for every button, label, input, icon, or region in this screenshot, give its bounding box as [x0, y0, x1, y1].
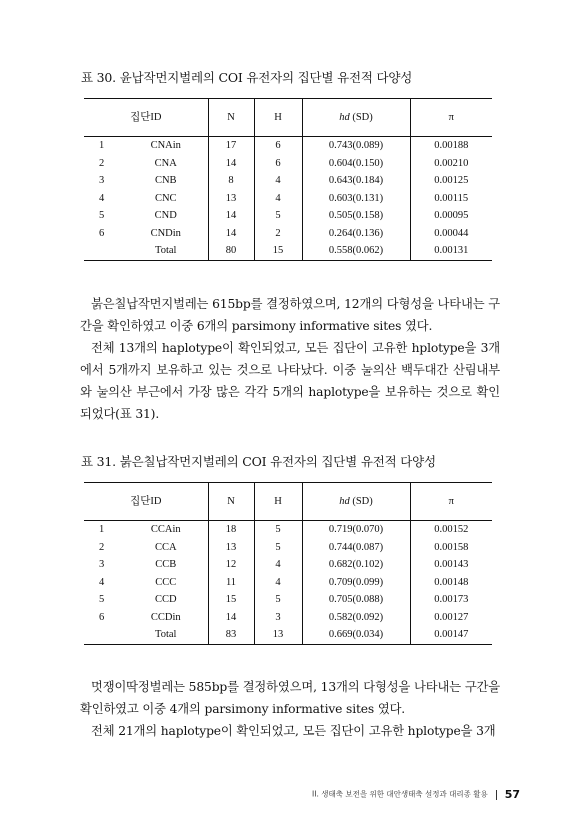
paragraph-line: 전체 13개의 haplotype이 확인되었고, 모든 집단이 고유한 hplotype을 3개에서 5개까지 보유하고 있는 것으로 나타났다. 이중 눌의산 백두대간 산림내부와 눌의산 부근에서 가장 많은 각각 5개의 haplotype을 보유하는 것으로 확인되었다(표 31).: [80, 341, 500, 421]
row-index: 1: [99, 140, 105, 151]
hd-cell: 0.604(0.150): [302, 155, 410, 173]
h-cell: 5: [254, 591, 302, 609]
row-index: 1: [99, 524, 105, 535]
group-id-cell: CCA: [154, 541, 177, 553]
row-index: [84, 242, 124, 260]
h-cell: 5: [254, 207, 302, 225]
row-index: [84, 626, 124, 644]
n-cell: 14: [208, 207, 254, 225]
hd-cell: 0.558(0.062): [302, 242, 410, 260]
group-id-cell: Total: [124, 626, 208, 644]
hd-cell: 0.264(0.136): [302, 225, 410, 243]
group-id-cell: CNB: [154, 175, 177, 186]
h-cell: 6: [254, 155, 302, 173]
hd-cell: 0.709(0.099): [302, 574, 410, 592]
row-index: 4: [99, 576, 105, 588]
header-group-id: 집단ID: [84, 483, 208, 521]
group-id-cell: CCB: [155, 559, 177, 570]
group-id-cell: CNA: [154, 157, 177, 169]
n-cell: 17: [208, 137, 254, 155]
header-group-id: 집단ID: [84, 99, 208, 137]
header-n: N: [208, 99, 254, 137]
header-h: H: [254, 99, 302, 137]
n-cell: 80: [208, 242, 254, 260]
genetic-diversity-table: [84, 482, 492, 645]
n-cell: 18: [208, 521, 254, 539]
h-cell: 5: [254, 539, 302, 557]
h-cell: 4: [254, 190, 302, 208]
table-row: [84, 574, 492, 592]
pi-cell: 0.00188: [410, 137, 492, 155]
hd-cell: 0.643(0.184): [302, 172, 410, 190]
group-id-cell: CCC: [155, 576, 177, 588]
table-row: [84, 225, 492, 243]
footer-divider: [496, 790, 497, 800]
group-id-cell: CCD: [154, 594, 177, 605]
row-index: 3: [99, 175, 105, 186]
table-row: [84, 521, 492, 539]
group-id-cell: CNC: [154, 192, 177, 204]
hd-cell: 0.603(0.131): [302, 190, 410, 208]
group-id-cell: CCDin: [150, 611, 181, 623]
row-index: 6: [99, 227, 105, 239]
h-cell: 4: [254, 574, 302, 592]
pi-cell: 0.00158: [410, 539, 492, 557]
hd-cell: 0.505(0.158): [302, 207, 410, 225]
h-cell: 15: [254, 242, 302, 260]
header-pi: π: [410, 99, 492, 137]
page-footer: [312, 788, 520, 801]
header-pi: π: [410, 483, 492, 521]
n-cell: 13: [208, 190, 254, 208]
group-id-cell: CCAin: [150, 524, 181, 535]
table-caption: 표 31. 붉은칠납작먼지벌레의 COI 유전자의 집단별 유전적 다양성: [81, 454, 436, 469]
page-number: 57: [504, 788, 520, 801]
pi-cell: 0.00127: [410, 609, 492, 627]
paragraph-line: 붉은칠납작먼지벌레는 615bp를 결정하였으며, 12개의 다형성을 나타내는 구간을 확인하였고 이중 6개의 parsimony informative sites 였다.: [80, 297, 500, 333]
header-hd: hd (SD): [302, 99, 410, 137]
hd-cell: 0.669(0.034): [302, 626, 410, 644]
h-cell: 2: [254, 225, 302, 243]
h-cell: 6: [254, 137, 302, 155]
row-index: 5: [99, 594, 105, 605]
row-index: 2: [99, 157, 105, 169]
table-row: [84, 591, 492, 609]
n-cell: 14: [208, 225, 254, 243]
pi-cell: 0.00115: [410, 190, 492, 208]
pi-cell: 0.00147: [410, 626, 492, 644]
hd-cell: 0.743(0.089): [302, 137, 410, 155]
hd-cell: 0.682(0.102): [302, 556, 410, 574]
pi-cell: 0.00148: [410, 574, 492, 592]
hd-cell: 0.582(0.092): [302, 609, 410, 627]
pi-cell: 0.00131: [410, 242, 492, 260]
h-cell: 5: [254, 521, 302, 539]
n-cell: 12: [208, 556, 254, 574]
header-hd: hd (SD): [302, 483, 410, 521]
group-id-cell: CNDin: [150, 227, 181, 239]
table-row: [84, 190, 492, 208]
row-index: 6: [99, 611, 105, 623]
n-cell: 11: [208, 574, 254, 592]
hd-cell: 0.744(0.087): [302, 539, 410, 557]
table-row: [84, 609, 492, 627]
table-row: [84, 539, 492, 557]
n-cell: 15: [208, 591, 254, 609]
row-index: 2: [99, 541, 105, 553]
n-cell: 14: [208, 155, 254, 173]
row-index: 4: [99, 192, 105, 204]
n-cell: 8: [208, 172, 254, 190]
pi-cell: 0.00143: [410, 556, 492, 574]
row-index: 5: [99, 210, 105, 221]
table-row: [84, 242, 492, 260]
table-row: [84, 207, 492, 225]
group-id-cell: CND: [154, 210, 177, 221]
table-row: [84, 155, 492, 173]
table-row: [84, 137, 492, 155]
n-cell: 83: [208, 626, 254, 644]
body-paragraph: [80, 293, 500, 425]
pi-cell: 0.00173: [410, 591, 492, 609]
h-cell: 4: [254, 172, 302, 190]
row-index: 3: [99, 559, 105, 570]
table-row: [84, 626, 492, 644]
header-n: N: [208, 483, 254, 521]
group-id-cell: Total: [124, 242, 208, 260]
table-row: [84, 172, 492, 190]
header-h: H: [254, 483, 302, 521]
paragraph-line: 전체 21개의 haplotype이 확인되었고, 모든 집단이 고유한 hplotype을 3개: [91, 724, 496, 738]
pi-cell: 0.00152: [410, 521, 492, 539]
n-cell: 13: [208, 539, 254, 557]
h-cell: 13: [254, 626, 302, 644]
h-cell: 4: [254, 556, 302, 574]
table-caption: 표 30. 윤납작먼지벌레의 COI 유전자의 집단별 유전적 다양성: [81, 70, 413, 85]
group-id-cell: CNAin: [150, 140, 181, 151]
pi-cell: 0.00095: [410, 207, 492, 225]
h-cell: 3: [254, 609, 302, 627]
footer-section-title: II. 생태축 보전을 위한 대안생태축 설정과 대리종 활용: [312, 789, 488, 799]
pi-cell: 0.00044: [410, 225, 492, 243]
pi-cell: 0.00125: [410, 172, 492, 190]
table-row: [84, 556, 492, 574]
body-paragraph: [80, 676, 500, 742]
n-cell: 14: [208, 609, 254, 627]
hd-cell: 0.705(0.088): [302, 591, 410, 609]
hd-cell: 0.719(0.070): [302, 521, 410, 539]
paragraph-line: 멋쟁이딱정벌레는 585bp를 결정하였으며, 13개의 다형성을 나타내는 구간을 확인하였고 이중 4개의 parsimony informative sites 였다.: [80, 680, 500, 716]
pi-cell: 0.00210: [410, 155, 492, 173]
genetic-diversity-table: [84, 98, 492, 261]
